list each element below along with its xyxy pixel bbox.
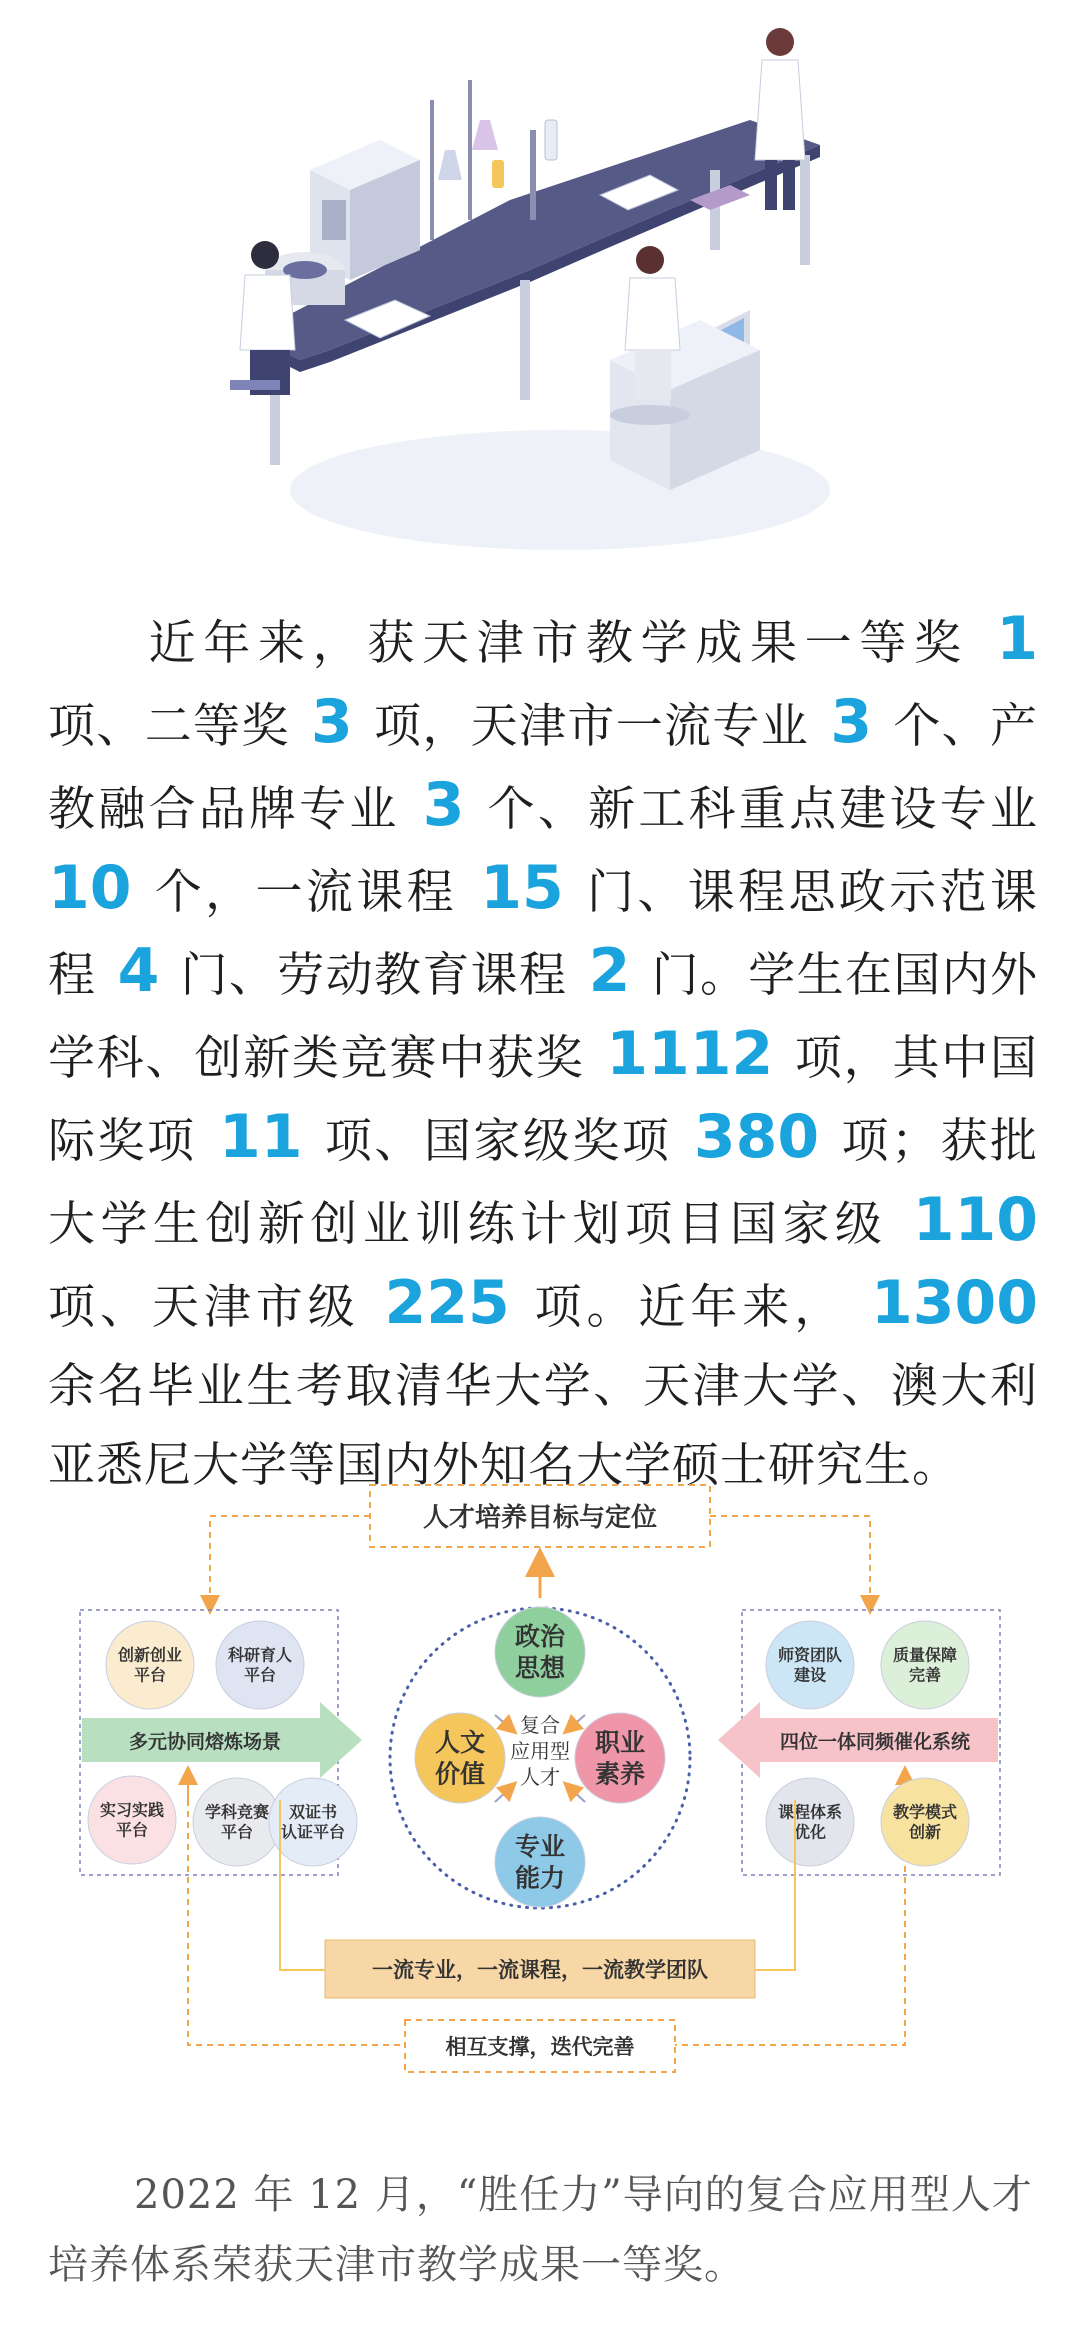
- highlight-number: 3: [289, 687, 374, 757]
- loop-arrow: [710, 1516, 870, 1605]
- highlight-number: 2: [567, 936, 652, 1006]
- article-text: 门、课程思政示范课程: [48, 865, 1039, 1003]
- scientist-standing: [755, 28, 805, 210]
- article-text: 门。学生在国内外学科、创新类竞赛中获奖: [48, 948, 1039, 1086]
- node-label: 创新: [908, 1822, 942, 1842]
- node-label: 师资团队: [777, 1645, 843, 1665]
- caption: [48, 2160, 1038, 2300]
- highlight-number: 15: [457, 853, 588, 923]
- node-circle: [415, 1713, 505, 1803]
- node-label: 质量保障: [892, 1645, 958, 1665]
- node-label: 平台: [220, 1822, 254, 1842]
- article-paragraph: [48, 600, 1038, 1505]
- node-label: 认证平台: [280, 1822, 346, 1842]
- left-arrow-label: 多元协同熔炼场景: [128, 1731, 282, 1753]
- node-label: 完善: [908, 1665, 942, 1685]
- highlight-number: 1300: [846, 1268, 1039, 1338]
- first-class-label: 一流专业，一流课程，一流教学团队: [372, 1958, 708, 1982]
- node-label: 科研育人: [227, 1645, 293, 1665]
- highlight-number: 4: [96, 936, 181, 1006]
- node-label: 双证书: [288, 1802, 338, 1822]
- node-label: 人文: [434, 1728, 486, 1758]
- article-text: 项、国家级奖项: [324, 1114, 672, 1169]
- center-label: 人才: [520, 1765, 560, 1789]
- node-label: 素养: [594, 1759, 646, 1789]
- loop-arrow: [210, 1516, 370, 1605]
- node-label: 职业: [594, 1728, 646, 1758]
- node-circle: [575, 1713, 665, 1803]
- article-text: 门、劳动教育课程: [180, 948, 568, 1003]
- node-label: 思想: [514, 1653, 566, 1683]
- small-arrow: [495, 1788, 510, 1802]
- node-label: 政治: [514, 1622, 566, 1652]
- caption-text: 2022 年 12 月，“胜任力”导向的复合应用型人才培养体系荣获天津市教学成果一等奖。: [48, 2172, 1033, 2288]
- node-circle: [495, 1607, 585, 1697]
- highlight-number: 225: [359, 1268, 535, 1338]
- small-arrow: [570, 1715, 585, 1728]
- node-label: 平台: [115, 1820, 149, 1840]
- small-arrow: [495, 1715, 510, 1728]
- highlight-number: 11: [196, 1102, 325, 1172]
- article-text: 项、天津市级: [48, 1280, 360, 1335]
- highlight-number: 110: [887, 1185, 1039, 1255]
- laboratory-illustration: [230, 20, 850, 590]
- article-text: 近年来，获天津市教学成果一等奖: [142, 616, 969, 671]
- article-body: [48, 604, 1039, 1493]
- highlight-number: 3: [809, 687, 894, 757]
- iteration-label: 相互支撑，迭代完善: [445, 2035, 635, 2059]
- article-text: 项。近年来，: [534, 1280, 847, 1335]
- node-label: 教学模式: [892, 1802, 958, 1822]
- article-text: 项，其中国际奖项: [48, 1031, 1039, 1169]
- talent-cultivation-diagram: [70, 1470, 1010, 2110]
- node-label: 课程体系: [777, 1802, 843, 1822]
- center-label: 复合: [520, 1713, 560, 1737]
- right-arrow-label: 四位一体同频催化系统: [779, 1731, 971, 1753]
- article-text: 个，一流课程: [154, 865, 457, 920]
- highlight-number: 380: [671, 1102, 842, 1172]
- article-text: 个、产教融合品牌专业: [48, 699, 1039, 837]
- small-arrow: [570, 1788, 585, 1802]
- article-text: 项、二等奖: [48, 699, 290, 754]
- node-label: 能力: [514, 1863, 566, 1893]
- article-text: 项；获批大学生创新创业训练计划项目国家级: [48, 1114, 1039, 1252]
- node-label: 优化: [793, 1822, 827, 1842]
- article-text: 个、新工科重点建设专业: [487, 782, 1039, 837]
- highlight-number: 10: [48, 853, 155, 923]
- highlight-number: 1: [968, 604, 1039, 674]
- highlight-number: 3: [399, 770, 488, 840]
- node-label: 专业: [514, 1832, 566, 1862]
- node-label: 平台: [133, 1665, 167, 1685]
- node-label: 实习实践: [99, 1800, 165, 1820]
- node-label: 价值: [434, 1759, 486, 1789]
- article-text: 项，天津市一流专业: [373, 699, 810, 754]
- node-label: 学科竞赛: [204, 1802, 270, 1822]
- center-label: 应用型: [510, 1739, 570, 1763]
- node-label: 建设: [793, 1665, 827, 1685]
- highlight-number: 1112: [584, 1019, 795, 1089]
- node-label: 平台: [243, 1665, 277, 1685]
- node-circle: [495, 1817, 585, 1907]
- goal-box-label: 人才培养目标与定位: [422, 1503, 658, 1533]
- node-label: 创新创业: [117, 1645, 183, 1665]
- article-text: 余名毕业生考取清华大学、天津大学、澳大利亚悉尼大学等国内外知名大学硕士研究生。: [48, 1359, 1038, 1493]
